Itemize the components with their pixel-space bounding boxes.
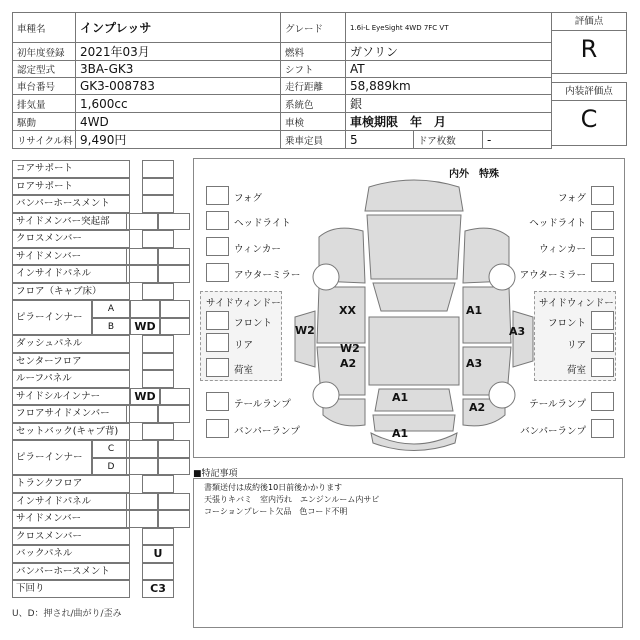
right-mirror-label: アウターミラー bbox=[519, 270, 586, 281]
diagram-title: 内外 特殊 bbox=[449, 169, 499, 180]
note-line: 書類送付は成約後10日前後かかります bbox=[204, 483, 343, 492]
part-box bbox=[142, 475, 174, 493]
right-front-window-checkbox bbox=[591, 311, 614, 330]
part-box-left bbox=[126, 265, 158, 283]
damage-code-a1-rf: A1 bbox=[466, 304, 483, 317]
left-bumper-lamp-checkbox bbox=[206, 419, 229, 438]
part-box bbox=[142, 423, 174, 441]
right-rear-window-checkbox bbox=[591, 333, 614, 352]
right-mirror-checkbox bbox=[591, 263, 614, 282]
part-box bbox=[142, 370, 174, 388]
part-box bbox=[142, 528, 174, 546]
interior-grade-label: 内装評価点 bbox=[552, 83, 626, 101]
part-box-right bbox=[160, 388, 190, 406]
part-box bbox=[142, 353, 174, 371]
model-value: 3BA-GK3 bbox=[76, 61, 281, 78]
left-winker-checkbox bbox=[206, 237, 229, 256]
color-value: 銀 bbox=[346, 95, 552, 113]
capacity-value: 5 bbox=[346, 131, 414, 149]
damage-code-a3-rf: A3 bbox=[509, 325, 526, 338]
part-box bbox=[142, 335, 174, 353]
mileage-label: 走行距離 bbox=[281, 78, 346, 95]
chassis-label: 車台番号 bbox=[13, 78, 76, 95]
grade-value: 1.6i-L EyeSight 4WD 7FC VT bbox=[346, 13, 552, 43]
fuel-value: ガソリン bbox=[346, 43, 552, 61]
right-fog-checkbox bbox=[591, 186, 614, 205]
overall-grade-value: R bbox=[580, 35, 598, 63]
trunk-panel bbox=[373, 415, 455, 431]
note-line: コーションプレート欠品 色コード不明 bbox=[204, 507, 348, 516]
part-box-right bbox=[158, 458, 190, 476]
part-box bbox=[142, 230, 174, 248]
sill-left-value: WD bbox=[130, 388, 160, 406]
overall-grade-label: 評価点 bbox=[552, 13, 626, 31]
windshield-panel bbox=[373, 283, 455, 311]
part-box-left bbox=[126, 440, 158, 458]
roof-panel bbox=[369, 317, 459, 385]
part-box-right bbox=[158, 213, 190, 231]
displacement-value: 1,600cc bbox=[76, 95, 281, 113]
first-reg-label: 初年度登録 bbox=[13, 43, 76, 61]
inspection-value: 車検期限 年 月 bbox=[346, 113, 552, 131]
damage-code-a2-right: A2 bbox=[469, 401, 486, 414]
part-row: ロアサポート bbox=[12, 178, 130, 196]
damage-code-xx: XX bbox=[339, 304, 356, 317]
car-body-diagram bbox=[289, 171, 539, 456]
hood-panel bbox=[367, 215, 461, 279]
damage-diagram bbox=[193, 158, 625, 458]
right-tail-label: テールランプ bbox=[529, 399, 586, 410]
doors-label: ドア枚数 bbox=[414, 131, 483, 149]
part-row: サイドメンバー突起部 bbox=[12, 213, 130, 231]
left-winker-label: ウィンカー bbox=[234, 244, 281, 255]
recycle-value: 9,490円 bbox=[76, 131, 281, 149]
part-row: ピラーインナー bbox=[12, 300, 92, 335]
part-box bbox=[142, 283, 174, 301]
part-box-left bbox=[130, 300, 160, 318]
left-front-window-label: フロント bbox=[234, 318, 273, 329]
legend-note: U、D：押され/曲がり/歪み bbox=[12, 609, 122, 619]
part-row: インサイドパネル bbox=[12, 493, 130, 511]
left-rear-window-label: リア bbox=[234, 340, 254, 351]
part-box-left bbox=[126, 493, 158, 511]
part-row: サイドシルインナー bbox=[12, 388, 130, 406]
part-row: コアサポート bbox=[12, 160, 130, 178]
part-row: センターフロア bbox=[12, 353, 130, 371]
left-fog-checkbox bbox=[206, 186, 229, 205]
part-row: クロスメンバー bbox=[12, 230, 130, 248]
body-type-label: 車種名 bbox=[13, 13, 76, 43]
first-reg-value: 2021年03月 bbox=[76, 43, 281, 61]
part-box bbox=[142, 195, 174, 213]
left-sill-panel bbox=[295, 311, 315, 367]
part-box-right bbox=[160, 318, 190, 336]
left-mirror-checkbox bbox=[206, 263, 229, 282]
right-tail-checkbox bbox=[591, 392, 614, 411]
right-sidewindow-label: サイドウィンドー bbox=[539, 298, 614, 309]
left-mirror-label: アウターミラー bbox=[234, 270, 301, 281]
right-bumper-lamp-label: バンパーランプ bbox=[520, 426, 586, 437]
part-box-left bbox=[126, 510, 158, 528]
right-fog-label: フォグ bbox=[557, 193, 586, 204]
right-front-wheel bbox=[489, 264, 515, 290]
note-line: 天張りキバミ 室内汚れ エンジンルーム内サビ bbox=[204, 495, 380, 504]
grade-label: グレード bbox=[281, 13, 346, 43]
right-headlight-label: ヘッドライト bbox=[529, 218, 586, 229]
shift-value: AT bbox=[346, 61, 552, 78]
part-box-left bbox=[126, 213, 158, 231]
part-box-right bbox=[158, 265, 190, 283]
part-row: 下回り bbox=[12, 580, 130, 598]
doors-value: - bbox=[483, 131, 552, 149]
right-headlight-checkbox bbox=[591, 211, 614, 230]
interior-grade-box bbox=[551, 82, 627, 146]
part-box-left bbox=[126, 458, 158, 476]
part-row: フロアサイドメンバー bbox=[12, 405, 130, 423]
part-row: セットバック(キャブ背) bbox=[12, 423, 130, 441]
left-headlight-label: ヘッドライト bbox=[234, 218, 291, 229]
recycle-label: リサイクル料 bbox=[13, 131, 76, 149]
rear-bumper-panel bbox=[371, 433, 457, 451]
left-cargo-window-checkbox bbox=[206, 358, 229, 377]
left-bumper-lamp-label: バンパーランプ bbox=[234, 426, 300, 437]
inspection-label: 車検 bbox=[281, 113, 346, 131]
left-headlight-checkbox bbox=[206, 211, 229, 230]
left-cargo-window-label: 荷室 bbox=[234, 365, 254, 376]
shift-label: シフト bbox=[281, 61, 346, 78]
left-front-window-checkbox bbox=[206, 311, 229, 330]
part-row: インサイドパネル bbox=[12, 265, 130, 283]
part-box bbox=[142, 178, 174, 196]
mileage-value: 58,889km bbox=[346, 78, 552, 95]
right-rear-window-label: リア bbox=[566, 340, 586, 351]
right-bumper-lamp-checkbox bbox=[591, 419, 614, 438]
pillar-sub-a: A bbox=[92, 300, 130, 318]
overall-grade-box bbox=[551, 12, 627, 74]
right-rear-wheel bbox=[489, 382, 515, 408]
part-row: トランクフロア bbox=[12, 475, 130, 493]
damage-code-w2-door: W2 bbox=[295, 324, 315, 337]
part-row: バックパネル bbox=[12, 545, 130, 563]
pillar-sub-b: B bbox=[92, 318, 130, 336]
notes-title: ■特記事項 bbox=[193, 469, 238, 479]
right-winker-label: ウィンカー bbox=[539, 244, 586, 255]
part-row: ルーフパネル bbox=[12, 370, 130, 388]
fuel-label: 燃料 bbox=[281, 43, 346, 61]
part-box-right bbox=[158, 510, 190, 528]
part-row: サイドメンバー bbox=[12, 510, 130, 528]
left-rear-wheel bbox=[313, 382, 339, 408]
part-row: ダッシュパネル bbox=[12, 335, 130, 353]
part-row: バンパーホースメント bbox=[12, 195, 130, 213]
part-row: クロスメンバー bbox=[12, 528, 130, 546]
left-sidewindow-label: サイドウィンドー bbox=[206, 298, 281, 309]
part-box-right bbox=[158, 248, 190, 266]
part-box bbox=[142, 160, 174, 178]
model-label: 認定型式 bbox=[13, 61, 76, 78]
part-row: バンパーホースメント bbox=[12, 563, 130, 581]
damage-code-w2-roof: W2 bbox=[340, 342, 360, 355]
drive-label: 駆動 bbox=[13, 113, 76, 131]
part-box-right bbox=[158, 493, 190, 511]
damage-code-a2-left: A2 bbox=[340, 357, 357, 370]
notes-box bbox=[193, 478, 623, 628]
part-row: サイドメンバー bbox=[12, 248, 130, 266]
capacity-label: 乗車定員 bbox=[281, 131, 346, 149]
part-row: ピラーインナー bbox=[12, 440, 92, 475]
part-row: フロア（キャブ床） bbox=[12, 283, 130, 301]
damage-code-a1-trunk: A1 bbox=[392, 391, 409, 404]
left-front-wheel bbox=[313, 264, 339, 290]
color-label: 系統色 bbox=[281, 95, 346, 113]
right-winker-checkbox bbox=[591, 237, 614, 256]
right-front-window-label: フロント bbox=[547, 318, 586, 329]
part-box bbox=[142, 563, 174, 581]
part-box-left bbox=[126, 405, 158, 423]
chassis-value: GK3-008783 bbox=[76, 78, 281, 95]
left-tail-label: テールランプ bbox=[234, 399, 291, 410]
rear-window-panel bbox=[375, 389, 453, 411]
left-fog-label: フォグ bbox=[234, 193, 263, 204]
damage-code-a1-bumper: A1 bbox=[392, 427, 409, 440]
right-sill-panel bbox=[513, 311, 533, 367]
part-box-left bbox=[126, 248, 158, 266]
pillar-sub-c: C bbox=[92, 440, 130, 458]
part-box-right bbox=[158, 440, 190, 458]
vehicle-info-table bbox=[12, 12, 552, 149]
front-bumper-panel bbox=[365, 180, 463, 211]
drive-value: 4WD bbox=[76, 113, 281, 131]
back-panel-value: U bbox=[142, 545, 174, 563]
body-type-value: インプレッサ bbox=[76, 13, 281, 43]
under-value: C3 bbox=[142, 580, 174, 598]
left-rear-window-checkbox bbox=[206, 333, 229, 352]
part-box-right bbox=[158, 405, 190, 423]
interior-grade-value: C bbox=[580, 105, 598, 133]
part-box-right bbox=[160, 300, 190, 318]
right-cargo-window-label: 荷室 bbox=[566, 365, 586, 376]
displacement-label: 排気量 bbox=[13, 95, 76, 113]
damage-code-a3-rr: A3 bbox=[466, 357, 483, 370]
pillar-sub-d: D bbox=[92, 458, 130, 476]
left-tail-checkbox bbox=[206, 392, 229, 411]
right-cargo-window-checkbox bbox=[591, 358, 614, 377]
pillar-b-left-value: WD bbox=[130, 318, 160, 336]
